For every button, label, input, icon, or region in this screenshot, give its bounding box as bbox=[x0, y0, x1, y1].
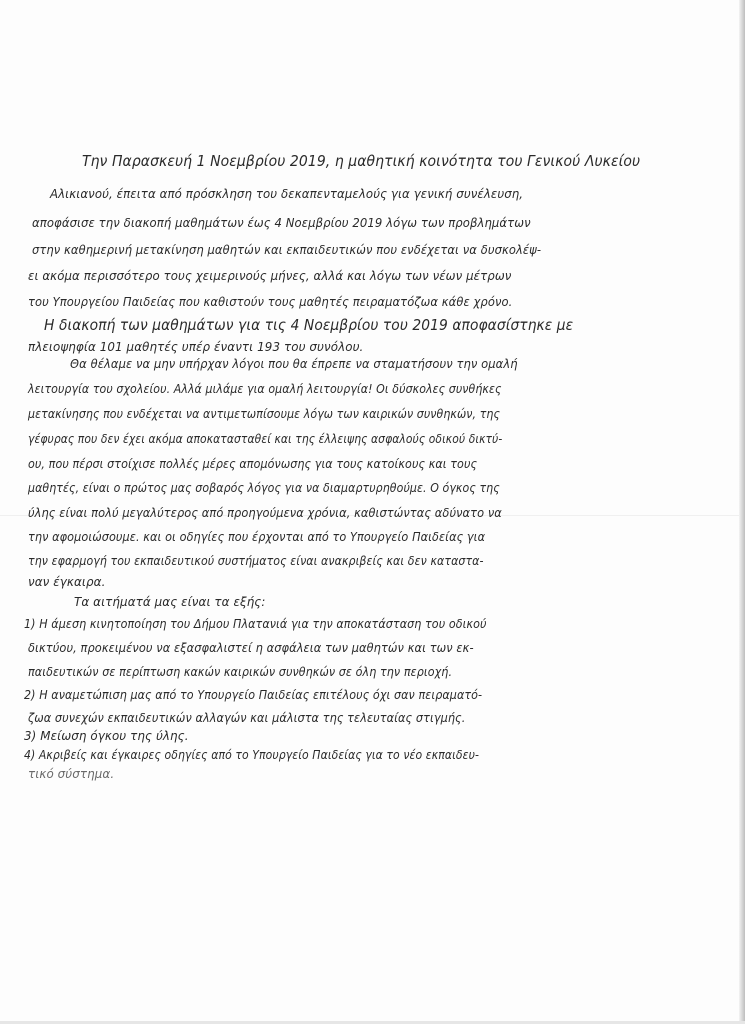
demand-line-6: 3) Μείωση όγκου της ύλης. bbox=[24, 728, 189, 743]
paragraph3-line-5: ου, που πέρσι στοίχισε πολλές μέρες απομόνωσης για τους κατοίκους και τους bbox=[28, 456, 478, 471]
demand-line-7: 4) Ακριβείς και έγκαιρες οδηγίες από το Υπουργείο Παιδείας για το νέο εκπαιδευ- bbox=[24, 747, 479, 762]
demand-line-5: ζωα συνεχών εκπαιδευτικών αλλαγών και μάλιστα της τελευταίας στιγμής. bbox=[28, 710, 466, 725]
demand-line-3: παιδευτικών σε περίπτωση κακών καιρικών συνθηκών σε όλη την περιοχή. bbox=[28, 664, 453, 679]
paragraph3-line-4: γέφυρας που δεν έχει ακόμα αποκατασταθεί και της έλλειψης ασφαλούς οδικού δικτύ- bbox=[28, 431, 503, 446]
paragraph3-line-3: μετακίνησης που ενδέχεται να αντιμετωπίσουμε λόγω των καιρικών συνθηκών, της bbox=[28, 406, 501, 421]
paragraph1-line-1: Την Παρασκευή 1 Νοεμβρίου 2019, η μαθητική κοινότητα του Γενικού Λυκείου bbox=[82, 152, 641, 170]
demand-line-2: δικτύου, προκειμένου να εξασφαλιστεί η ασφάλεια των μαθητών και των εκ- bbox=[28, 640, 474, 655]
paragraph1-line-5: ει ακόμα περισσότερο τους χειμερινούς μήνες, αλλά και λόγω των νέων μέτρων bbox=[28, 268, 512, 283]
paragraph1-line-6: του Υπουργείου Παιδείας που καθιστούν τους μαθητές πειραματόζωα κάθε χρόνο. bbox=[28, 294, 513, 309]
demand-line-8: τικό σύστημα. bbox=[28, 766, 115, 781]
paragraph2-line-1: Η διακοπή των μαθημάτων για τις 4 Νοεμβρίου του 2019 αποφασίστηκε με bbox=[44, 316, 574, 334]
paragraph3-line-10: ναν έγκαιρα. bbox=[28, 574, 106, 589]
paragraph1-line-4: στην καθημερινή μετακίνηση μαθητών και εκπαιδευτικών που ενδέχεται να δυσκολέψ- bbox=[32, 242, 542, 257]
paragraph3-line-2: λειτουργία του σχολείου. Αλλά μιλάμε για ομαλή λειτουργία! Οι δύσκολες συνθήκες bbox=[28, 381, 502, 396]
paragraph3-line-8: την αφομοιώσουμε. και οι οδηγίες που έρχονται από το Υπουργείο Παιδείας για bbox=[28, 529, 486, 544]
paragraph3-line-9: την εφαρμογή του εκπαιδευτικού συστήματος είναι ανακριβείς και δεν καταστα- bbox=[28, 553, 484, 568]
demand-line-1: 1) Η άμεση κινητοποίηση του Δήμου Πλατανιά για την αποκατάσταση του οδικού bbox=[24, 616, 487, 631]
demand-line-4: 2) Η αναμετώπιση μας από το Υπουργείο Παιδείας επιτέλους όχι σαν πειραματό- bbox=[24, 687, 483, 702]
paragraph1-line-2: Αλικιανού, έπειτα από πρόσκληση του δεκαπενταμελούς για γενική συνέλευση, bbox=[50, 186, 524, 201]
page-edge-shadow bbox=[739, 0, 745, 1024]
paragraph3-line-1: Θα θέλαμε να μην υπήρχαν λόγοι που θα έπρεπε να σταματήσουν την ομαλή bbox=[70, 356, 518, 371]
paragraph2-line-2: πλειοψηφία 101 μαθητές υπέρ έναντι 193 του συνόλου. bbox=[28, 339, 364, 354]
demands-intro: Τα αιτήματά μας είναι τα εξής: bbox=[74, 594, 266, 609]
paragraph3-line-7: ύλης είναι πολύ μεγαλύτερος από προηγούμενα χρόνια, καθιστώντας αδύνατο να bbox=[28, 505, 502, 520]
paragraph1-line-3: αποφάσισε την διακοπή μαθημάτων έως 4 Νοεμβρίου 2019 λόγω των προβλημάτων bbox=[32, 215, 531, 230]
handwritten-body bbox=[22, 0, 722, 780]
paragraph3-line-6: μαθητές, είναι ο πρώτος μας σοβαρός λόγος για να διαμαρτυρηθούμε. Ο όγκος της bbox=[28, 480, 500, 495]
